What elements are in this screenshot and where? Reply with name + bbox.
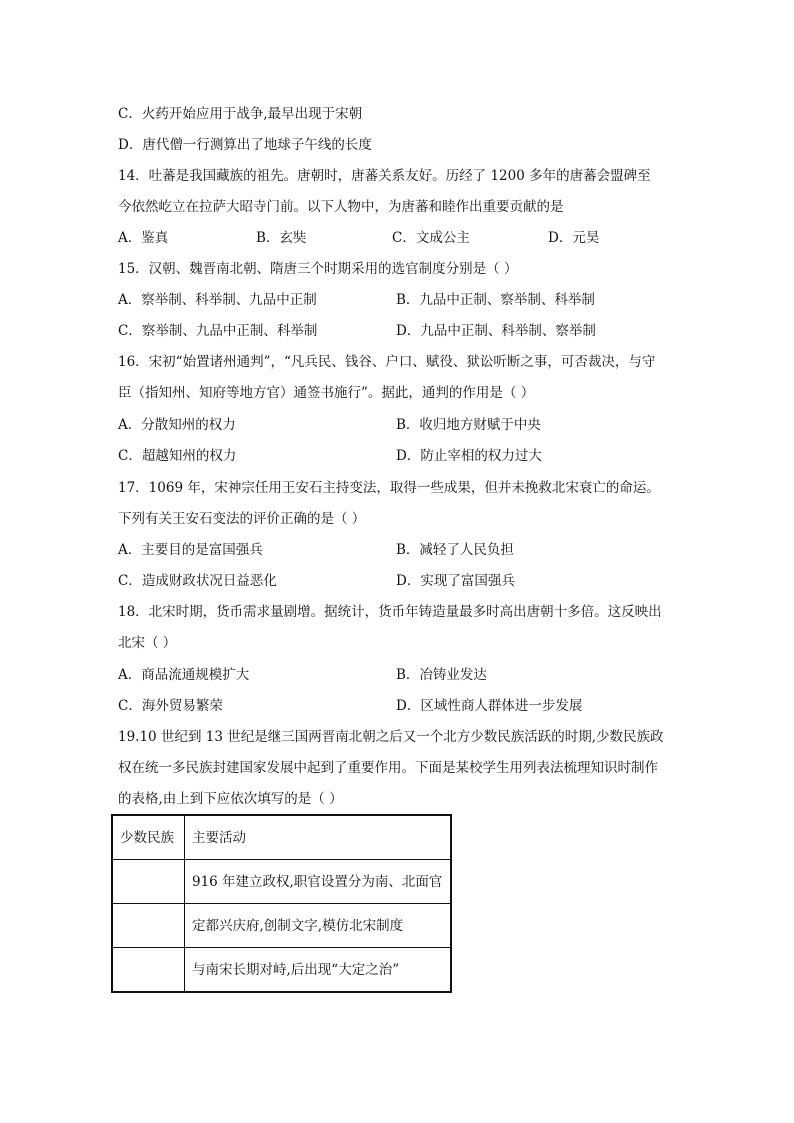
table-cell: 定都兴庆府,创制文字,模仿北宋制度 (185, 904, 452, 948)
option-c: C．造成财政状况日益恶化 (118, 573, 277, 589)
option-c: C．文成公主 (392, 230, 470, 246)
question-18-stem: 北宋（ ） (118, 635, 177, 651)
table-cell: 916 年建立政权,职官设置分为南、北面官 (185, 860, 452, 904)
table-cell-blank (112, 948, 185, 993)
option-b: B．玄奘 (256, 230, 307, 246)
table-cell-blank (112, 904, 185, 948)
question-14-stem: 今依然屹立在拉萨大昭寺门前。以下人物中，为唐蕃和睦作出重要贡献的是 (118, 199, 564, 215)
question-16-stem: 16．宋初“始置诸州通判”，“凡兵民、钱谷、户口、赋役、狱讼听断之事，可否裁决，与守 (118, 354, 656, 370)
table-row (112, 948, 451, 993)
option-c: C．海外贸易繁荣 (118, 698, 223, 714)
option-d: D．九品中正制、科举制、察举制 (396, 323, 596, 339)
option-b: B．减轻了人民负担 (396, 542, 514, 558)
table-cell-blank (112, 860, 185, 904)
question-18-stem: 18．北宋时期，货币需求量剧增。据统计，货币年铸造量最多时高出唐朝十多倍。这反映出 (118, 604, 662, 620)
table-cell: 与南宋长期对峙,后出现“大定之治” (185, 948, 452, 993)
question-17-stem: 17．1069 年，宋神宗任用王安石主持变法，取得一些成果，但并未挽救北宋衰亡的命运。 (118, 480, 660, 496)
option-d: D．防止宰相的权力过大 (396, 448, 542, 464)
option-d: D．区域性商人群体进一步发展 (396, 698, 583, 714)
question-14-stem: 14．吐蕃是我国藏族的祖先。唐朝时，唐蕃关系友好。历经了 1200 多年的唐蕃会盟碑至 (118, 168, 651, 184)
option-a: A．鉴真 (118, 230, 169, 246)
question-19-stem: 权在统一多民族封建国家发展中起到了重要作用。下面是某校学生用列表法梳理知识时制作 (118, 760, 658, 776)
option-a: A．主要目的是富国强兵 (118, 542, 263, 558)
table-header-row (112, 815, 451, 860)
question-16-stem: 臣（指知州、知府等地方官）通签书施行”。据此，通判的作用是（ ） (118, 385, 535, 401)
question-19-stem: 的表格,由上到下应依次填写的是（ ） (118, 791, 343, 807)
option-c: C．察举制、九品中正制、科举制 (118, 323, 318, 339)
option-b: B．收归地方财赋于中央 (396, 417, 541, 433)
table-row (112, 860, 451, 904)
option-a: A．分散知州的权力 (118, 417, 236, 433)
option-a: A．商品流通规模扩大 (118, 667, 250, 683)
table-header-cell: 主要活动 (185, 815, 452, 860)
option-a: A．察举制、科举制、九品中正制 (118, 292, 317, 308)
question-15-stem: 15．汉朝、魏晋南北朝、隋唐三个时期采用的选官制度分别是（ ） (118, 261, 518, 277)
option-b: B．九品中正制、察举制、科举制 (396, 292, 595, 308)
table-header-cell: 少数民族 (112, 815, 185, 860)
minority-activities-table (111, 814, 452, 993)
question-19-stem: 19.10 世纪到 13 世纪是继三国两晋南北朝之后又一个北方少数民族活跃的时期,少数民族政 (118, 729, 664, 745)
option-b: B．冶铸业发达 (396, 667, 487, 683)
table-row (112, 904, 451, 948)
option-c: C．超越知州的权力 (118, 448, 237, 464)
option-d: D．实现了富国强兵 (396, 573, 515, 589)
option-line: D．唐代僧一行测算出了地球子午线的长度 (118, 137, 372, 153)
option-d: D．元昊 (548, 230, 600, 246)
option-line: C．火药开始应用于战争,最早出现于宋朝 (118, 106, 363, 122)
question-17-stem: 下列有关王安石变法的评价正确的是（ ） (118, 511, 366, 527)
